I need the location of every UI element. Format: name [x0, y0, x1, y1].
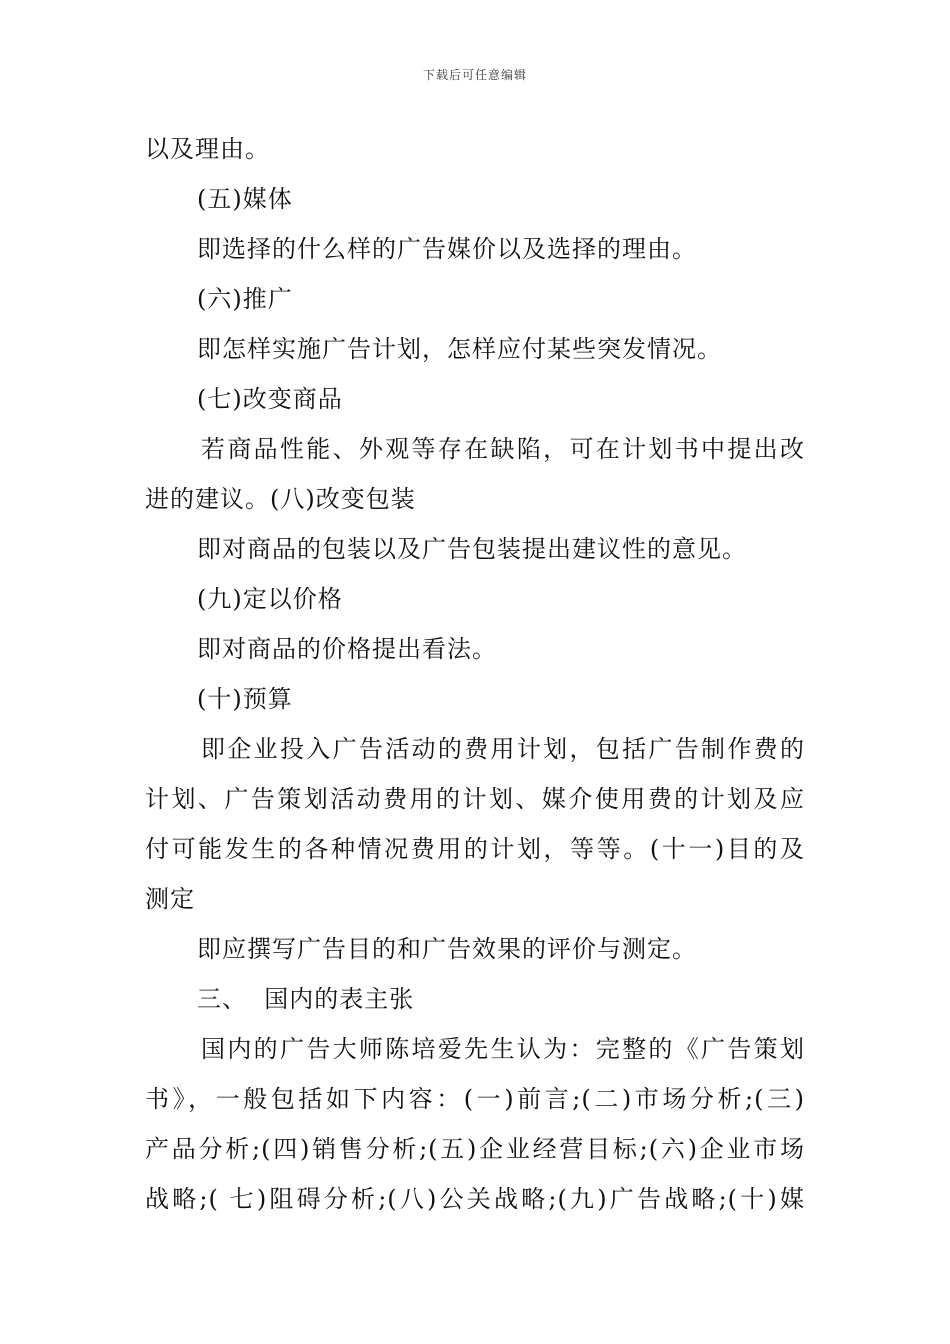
- section-heading-change-product: (七)改变商品: [197, 385, 343, 413]
- paragraph-line: 计划、广告策划活动费用的计划、媒介使用费的计划及应: [145, 785, 805, 813]
- page-header: 下载后可任意编辑: [422, 68, 527, 82]
- section-heading-media: (五)媒体: [197, 185, 293, 213]
- paragraph-line: 即选择的什么样的广告媒价以及选择的理由。: [197, 235, 697, 263]
- section-heading-domestic: 三、 国内的表主张: [197, 985, 415, 1013]
- paragraph-line: 以及理由。: [145, 135, 270, 163]
- paragraph-line: 若商品性能、外观等存在缺陷，可在计划书中提出改: [201, 435, 805, 463]
- paragraph-line: 付可能发生的各种情况费用的计划，等等。(十一)目的及: [145, 835, 805, 863]
- paragraph-line: 国内的广告大师陈培爱先生认为：完整的《广告策划: [201, 1035, 805, 1063]
- paragraph-line: 书》，一般包括如下内容：(一)前言;(二)市场分析;(三): [145, 1085, 805, 1113]
- paragraph-line: 测定: [145, 885, 195, 913]
- paragraph-line: 即对商品的包装以及广告包装提出建议性的意见。: [197, 535, 747, 563]
- paragraph-line: 进的建议。(八)改变包装: [145, 485, 416, 513]
- section-heading-promotion: (六)推广: [197, 285, 293, 313]
- section-heading-budget: (十)预算: [197, 685, 293, 713]
- section-heading-pricing: (九)定以价格: [197, 585, 343, 613]
- paragraph-line: 产品分析;(四)销售分析;(五)企业经营目标;(六)企业市场: [145, 1135, 805, 1163]
- paragraph-line: 即应撰写广告目的和广告效果的评价与测定。: [197, 935, 697, 963]
- paragraph-line: 战略;( 七)阻碍分析;(八)公关战略;(九)广告战略;(十)媒: [145, 1185, 805, 1213]
- paragraph-line: 即怎样实施广告计划，怎样应付某些突发情况。: [197, 335, 722, 363]
- paragraph-line: 即对商品的价格提出看法。: [197, 635, 497, 663]
- paragraph-line: 即企业投入广告活动的费用计划，包括广告制作费的: [201, 735, 805, 763]
